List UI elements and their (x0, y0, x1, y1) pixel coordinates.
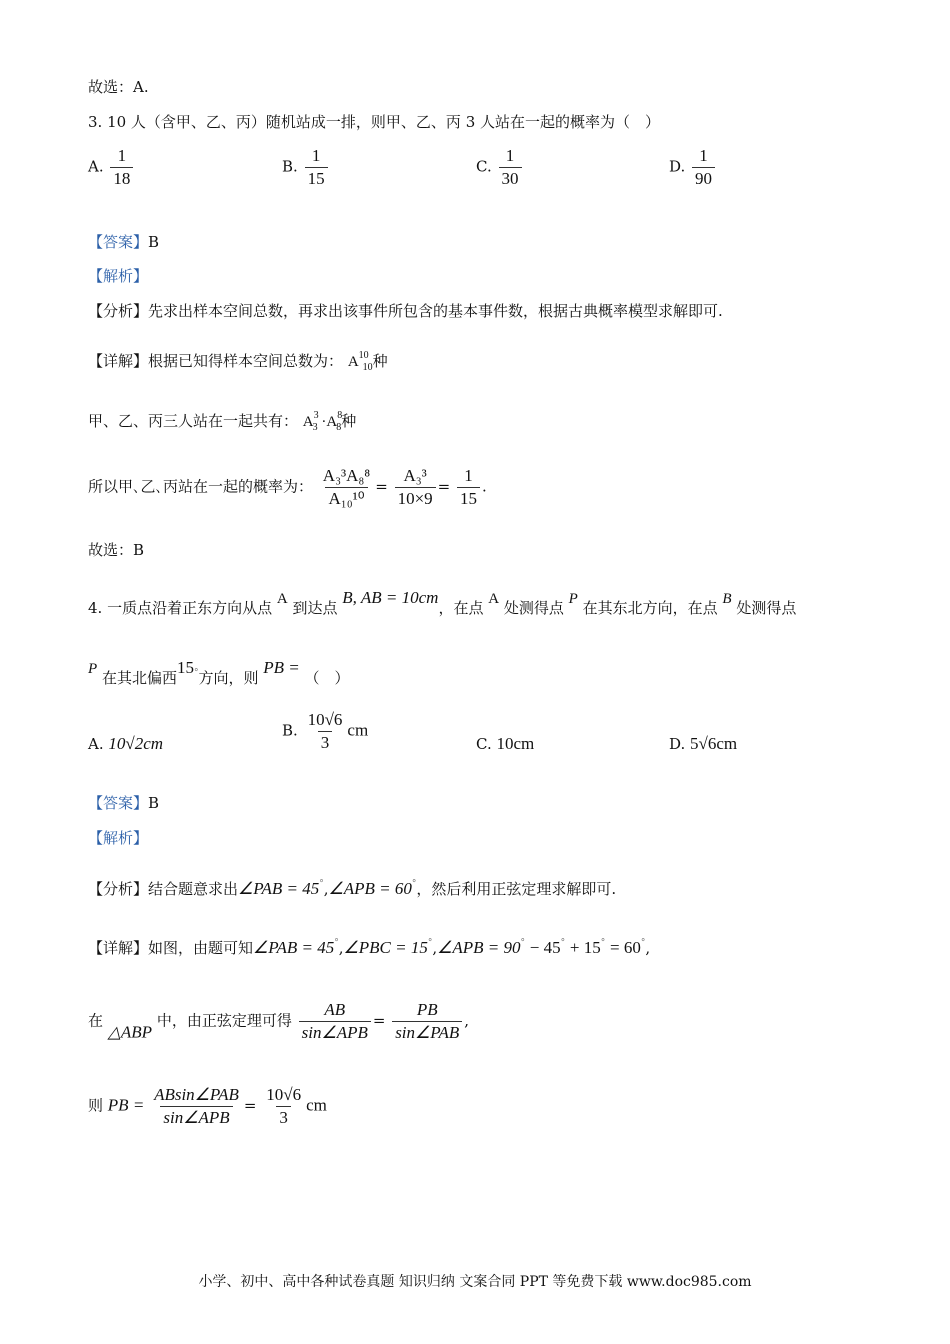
q3-option-d: D. $\frac{1}{90}$ (669, 146, 717, 189)
q4-option-d: D. 5√6cm (669, 734, 738, 753)
q3-detail-3: 所以甲､乙､丙站在一起的概率为： $\frac{\text{A₃³A₈⁸}}{\text{A₁₀¹⁰}}$ = $\frac{\text{A₃³}}{10\times 9}$ = $\frac{1}{15}$ . (88, 466, 487, 508)
q4-analysis-tag: 【解析】 (88, 829, 149, 847)
q4-detail-1: 【详解】如图，由题可知∠PAB = 45°,∠PBC = 15°,∠APB = 90° − 45° + 15° = 60°, (88, 938, 651, 957)
q2-conclusion: 故选：A. (88, 78, 149, 96)
question-4-line2: P 在其北偏西15°方向，则 PB = （ ） (88, 658, 350, 687)
q3-conclusion: 故选：B (88, 541, 145, 559)
q4-option-b: B. $\frac{10√6}{3}$ cm (282, 710, 369, 752)
q3-analysis: 【分析】先求出样本空间总数，再求出该事件所包含的基本事件数，根据古典概率模型求解即可. (88, 302, 723, 320)
q4-analysis: 【分析】结合题意求出∠PAB = 45°,∠APB = 60°，然后利用正弦定理求解即可. (88, 879, 617, 898)
page-footer: 小学、初中、高中各种试卷真题 知识归纳 文案合同 PPT 等免费下载 www.doc985.com (198, 1274, 752, 1290)
question-3: 3. 10 人（含甲、乙、丙）随机站成一排，则甲、乙、丙 3 人站在一起的概率为（ ） (88, 113, 661, 131)
q3-answer: 【答案】B (88, 233, 160, 251)
q4-detail-3: 则 PB = $\frac{\text{ABsin∠PAB}}{\text{sin∠APB}}$ = $\frac{10√6}{3}$ cm (88, 1085, 327, 1127)
q4-option-a: A. 10√2cm (88, 734, 164, 753)
q3-option-c: C. $\frac{1}{30}$ (476, 146, 524, 189)
q4-option-c: C. 10cm (476, 734, 535, 753)
q3-detail-2: 甲、乙、丙三人站在一起共有： $A^3_3 \cdot A^8_8$种 (88, 410, 357, 433)
q3-analysis-tag: 【解析】 (88, 267, 149, 285)
question-4-line1: 4. 一质点沿着正东方向从点 A 到达点 B, AB = 10cm，在点 A 处测得点 P 在其东北方向，在点 B 处测得点 (88, 588, 797, 617)
q4-answer: 【答案】B (88, 794, 160, 812)
q4-detail-2: 在 △ABP 中，由正弦定理可得 $\frac{AB}{\text{sin∠APB}}$ = $\frac{PB}{\text{sin∠PAB}}$ , (88, 1000, 470, 1042)
q3-option-a: A. $\frac{1}{18}$ (88, 146, 135, 189)
q3-option-b: B. $\frac{1}{15}$ (282, 146, 330, 189)
q3-detail-1: 【详解】根据已知得样本空间总数为： $A^{10}_{10}$种 (88, 350, 388, 373)
